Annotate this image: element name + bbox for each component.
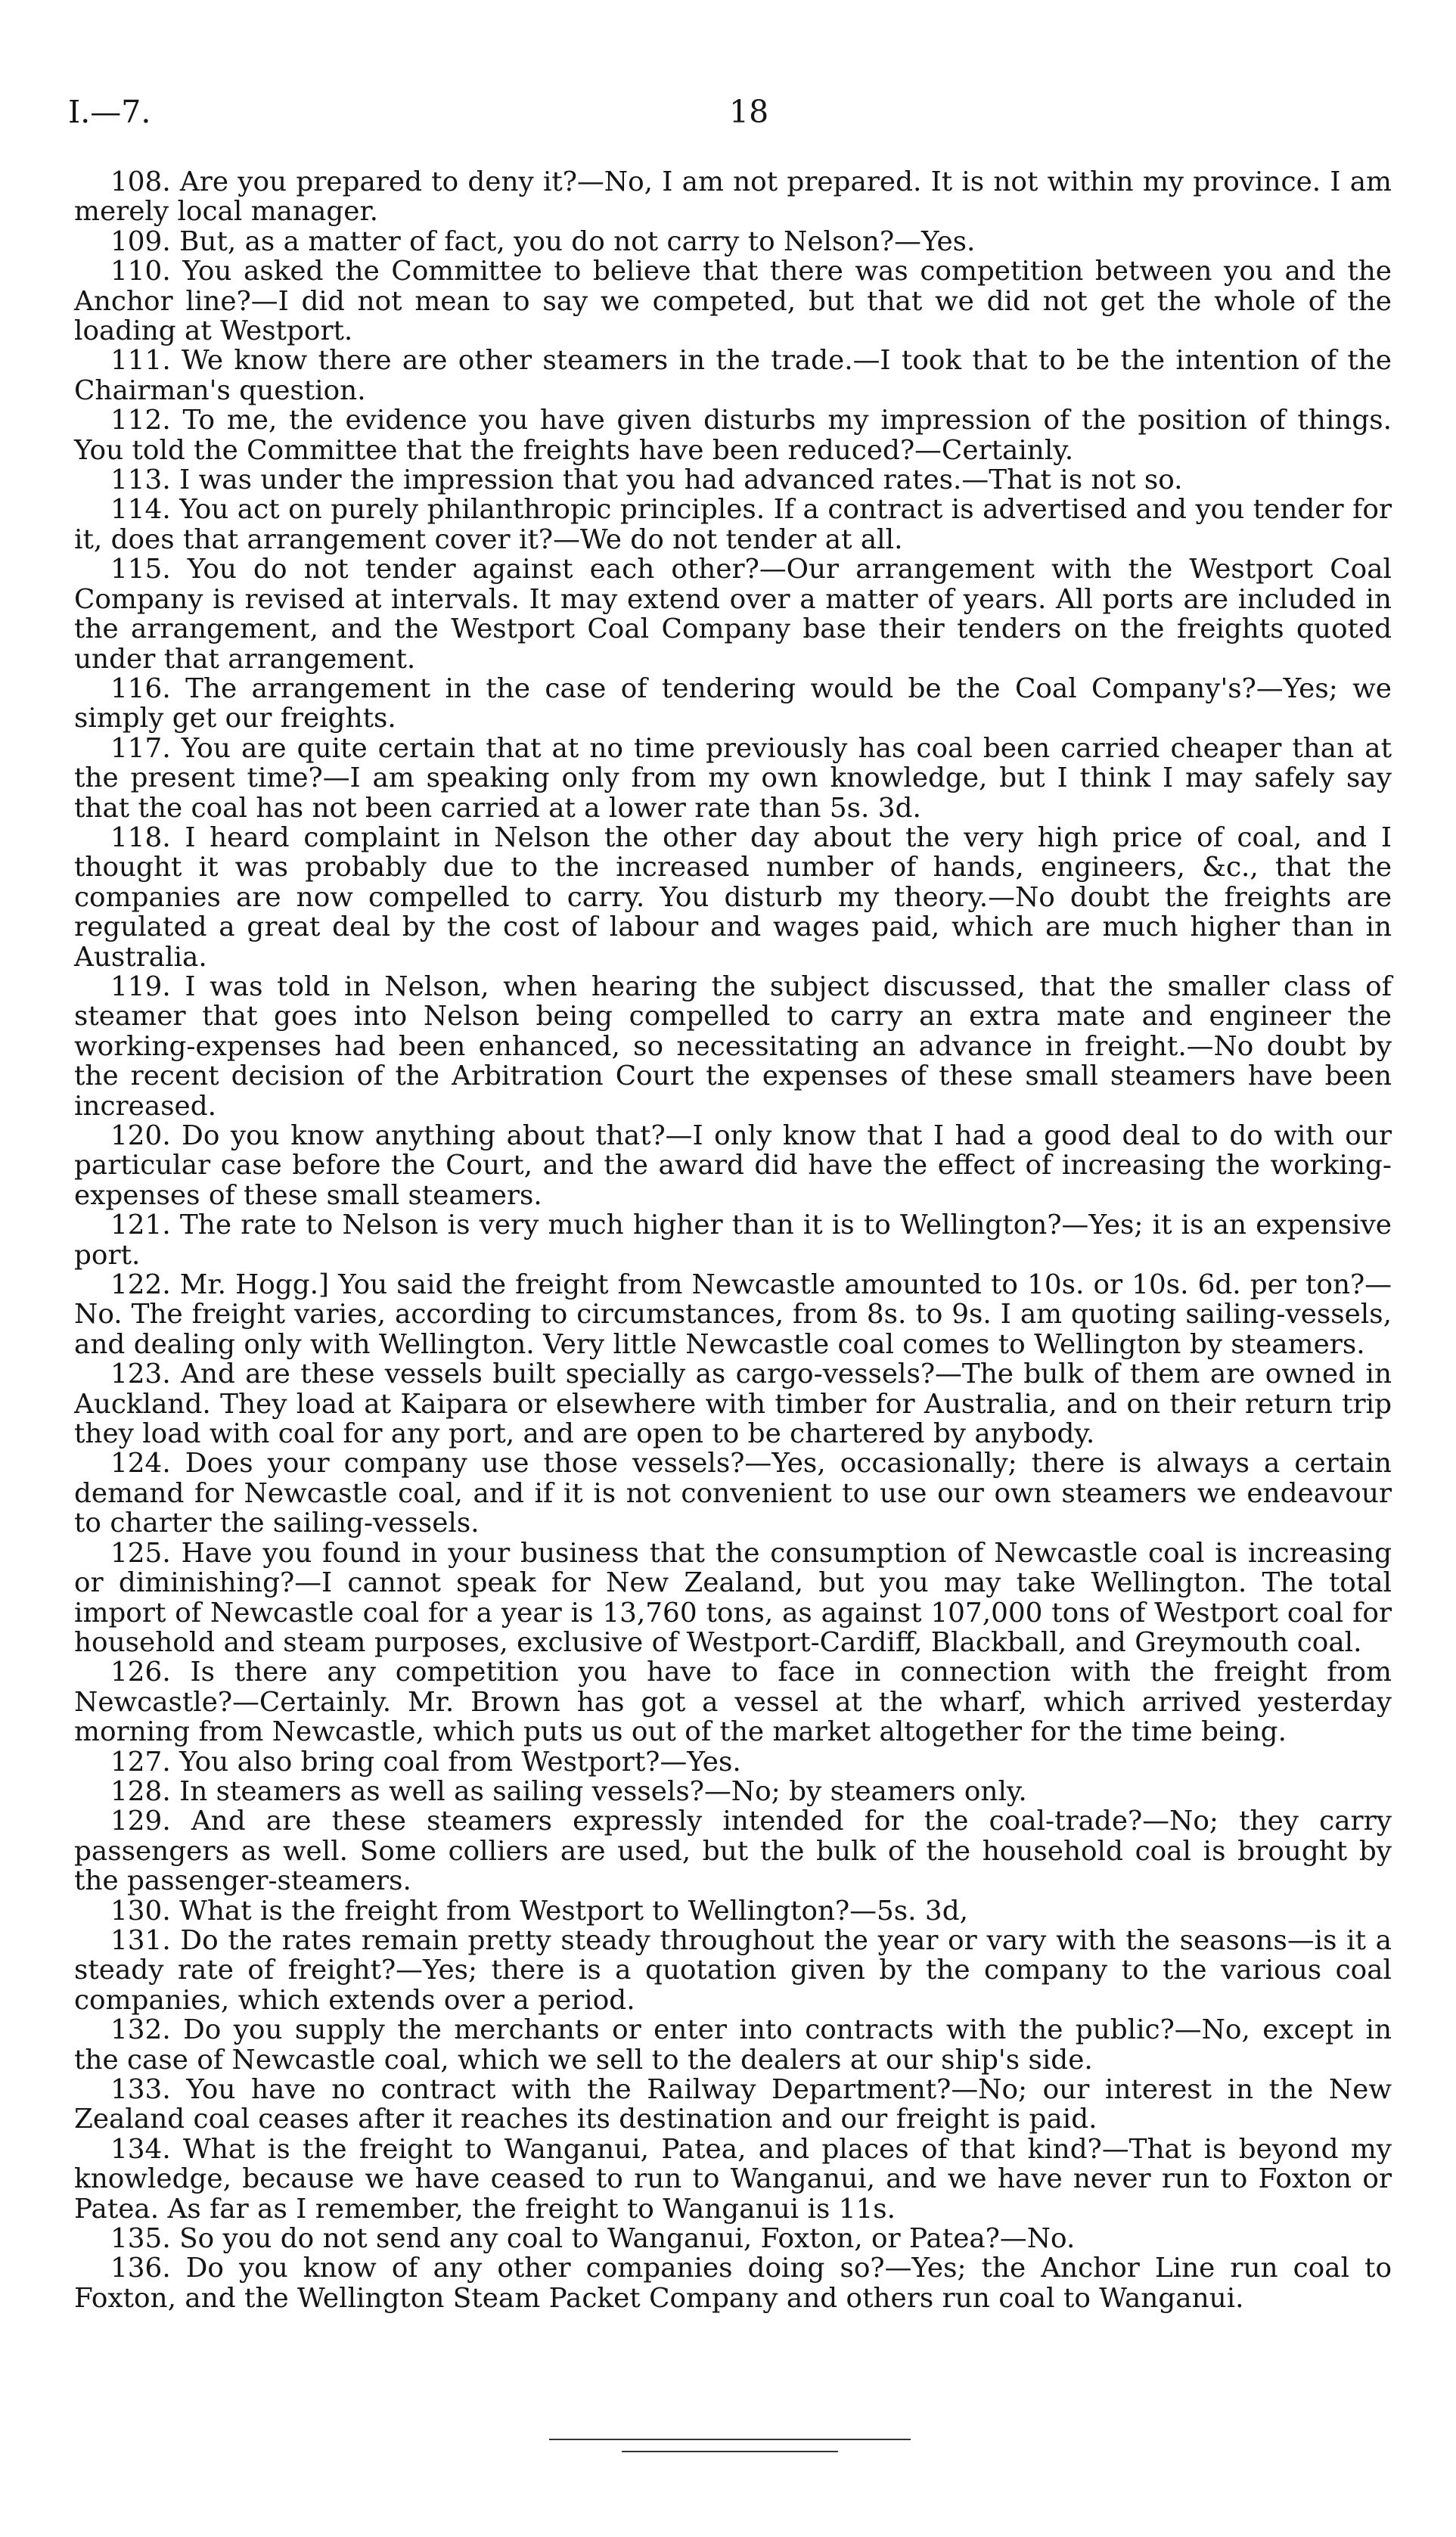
closing-rule: [549, 2439, 911, 2452]
paragraph: 126. Is there any competition you have to face in connection with the freight from Newcastle?—Certainly. Mr. Brown has got a vessel at the wharf, which arrived yesterday morning from Newcastle, which puts us out of the market altogether for the time being.: [74, 1657, 1392, 1748]
paragraph: 114. You act on purely philanthropic principles. If a contract is advertised and you tender for it, does that arrangement cover it?—We do not tender at all.: [74, 494, 1392, 555]
paragraph: 108. Are you prepared to deny it?—No, I am not prepared. It is not within my province. I am merely local manager.: [74, 166, 1392, 228]
paragraph: 121. The rate to Nelson is very much higher than it is to Wellington?—Yes; it is an expensive port.: [74, 1210, 1392, 1271]
paragraph: 136. Do you know of any other companies doing so?—Yes; the Anchor Line run coal to Foxton, and the Wellington Steam Packet Company and others run coal to Wanganui.: [74, 2253, 1392, 2314]
document-reference: I.—7.: [68, 94, 151, 130]
paragraph: 132. Do you supply the merchants or enter into contracts with the public?—No, except in the case of Newcastle coal, which we sell to the dealers at our ship's side.: [74, 2014, 1392, 2076]
page-number: 18: [729, 94, 769, 130]
paragraph: 124. Does your company use those vessels?—Yes, occasionally; there is always a certain demand for Newcastle coal, and if it is not convenient to use our own steamers we endeavour to charter the sailing-vessels.: [74, 1448, 1392, 1539]
evidence-text: [74, 167, 1392, 2313]
divider: [549, 2439, 911, 2440]
paragraph: 130. What is the freight from Westport to Wellington?—5s. 3d,: [110, 1895, 968, 1927]
paragraph: 112. To me, the evidence you have given disturbs my impression of the position of things. You told the Committee that the freights have been reduced?—Certainly.: [74, 405, 1392, 466]
paragraph: 109. But, as a matter of fact, you do not carry to Nelson?—Yes.: [110, 225, 976, 257]
paragraph: 117. You are quite certain that at no time previously has coal been carried cheaper than at the present time?—I am speaking only from my own knowledge, but I think I may safely say that the coal has not been carried at a lower rate than 5s. 3d.: [74, 732, 1392, 824]
divider: [622, 2451, 839, 2452]
paragraph: 111. We know there are other steamers in the trade.—I took that to be the intention of the Chairman's question.: [74, 345, 1392, 406]
paragraph: 127. You also bring coal from Westport?—Yes.: [110, 1746, 741, 1778]
paragraph: 110. You asked the Committee to believe that there was competition between you and the Anchor line?—I did not mean to say we competed, but that we did not get the whole of the loading at Westport.: [74, 256, 1392, 347]
paragraph: 120. Do you know anything about that?—I only know that I had a good deal to do with our particular case before the Court, and the award did have the effect of increasing the working-expenses of these small steamers.: [74, 1120, 1392, 1211]
paragraph: 125. Have you found in your business that the consumption of Newcastle coal is increasing or diminishing?—I cannot speak for New Zealand, but you may take Wellington. The total import of Newcastle coal for a year is 13,760 tons, as against 107,000 tons of Westport coal for household and steam purposes, exclusive of Westport-Cardiff, Blackball, and Greymouth coal.: [74, 1537, 1392, 1658]
paragraph: 133. You have no contract with the Railway Department?—No; our interest in the New Zealand coal ceases after it reaches its destination and our freight is paid.: [74, 2074, 1392, 2135]
paragraph: 122. Mr. Hogg.] You said the freight from Newcastle amounted to 10s. or 10s. 6d. per ton?—No. The freight varies, according to circumstances, from 8s. to 9s. I am quoting sailing-vessels, and dealing only with Wellington. Very little Newcastle coal comes to Wellington by steamers.: [74, 1269, 1392, 1360]
paragraph: 119. I was told in Nelson, when hearing the subject discussed, that the smaller class of steamer that goes into Nelson being compelled to carry an extra mate and engineer the working-expenses had been enhanced, so necessitating an advance in freight.—No doubt by the recent decision of the Arbitration Court the expenses of these small steamers have been increased.: [74, 970, 1392, 1122]
paragraph: 115. You do not tender against each other?—Our arrangement with the Westport Coal Company is revised at intervals. It may extend over a matter of years. All ports are included in the arrangement, and the Westport Coal Company base their tenders on the freights quoted under that arrangement.: [74, 554, 1392, 675]
paragraph: 113. I was under the impression that you had advanced rates.—That is not so.: [110, 464, 1183, 496]
paragraph: 123. And are these vessels built specially as cargo-vessels?—The bulk of them are owned in Auckland. They load at Kaipara or elsewhere with timber for Australia, and on their return trip they load with coal for any port, and are open to be chartered by anybody.: [74, 1359, 1392, 1450]
paragraph: 135. So you do not send any coal to Wanganui, Foxton, or Patea?—No.: [110, 2223, 1076, 2255]
paragraph: 131. Do the rates remain pretty steady throughout the year or vary with the seasons—is it a steady rate of freight?—Yes; there is a quotation given by the company to the various coal companies, which extends over a period.: [74, 1924, 1392, 2016]
paragraph: 128. In steamers as well as sailing vessels?—No; by steamers only.: [110, 1775, 1027, 1807]
paragraph: 116. The arrangement in the case of tendering would be the Coal Company's?—Yes; we simply get our freights.: [74, 672, 1392, 734]
paragraph: 134. What is the freight to Wanganui, Patea, and places of that kind?—That is beyond my knowledge, because we have ceased to run to Wanganui, and we have never run to Foxton or Patea. As far as I remember, the freight to Wanganui is 11s.: [74, 2133, 1392, 2225]
page-header: [59, 94, 1398, 139]
paragraph: 118. I heard complaint in Nelson the other day about the very high price of coal, and I thought it was probably due to the increased number of hands, engineers, &c., that the companies are now compelled to carry. You disturb my theory.—No doubt the freights are regulated a great deal by the cost of labour and wages paid, which are much higher than in Australia.: [74, 821, 1392, 973]
paragraph: 129. And are these steamers expressly intended for the coal-trade?—No; they carry passengers as well. Some colliers are used, but the bulk of the household coal is brought by the passenger-steamers.: [74, 1806, 1392, 1897]
